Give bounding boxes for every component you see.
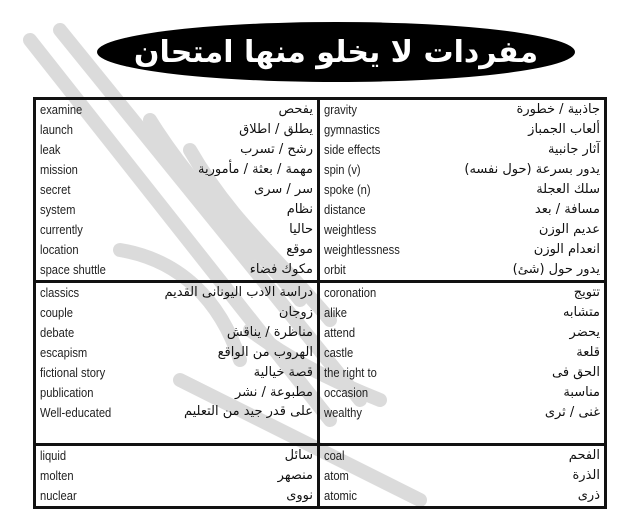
english-term: castle — [324, 345, 354, 360]
vocab-row — [320, 260, 604, 280]
english-term: attend — [324, 325, 356, 340]
arabic-meaning: يحضر — [569, 325, 600, 340]
page-title: مفردات لا يخلو منها امتحان — [133, 34, 539, 70]
arabic-meaning: سلك العجلة — [536, 182, 600, 197]
vocab-column-right — [320, 100, 604, 280]
english-term: launch — [40, 122, 73, 137]
english-term: escapism — [40, 345, 88, 360]
vocab-row — [320, 403, 604, 423]
vocab-row — [320, 343, 604, 363]
arabic-meaning: الهروب من الواقع — [217, 345, 313, 360]
english-term: debate — [40, 325, 75, 340]
vocab-row — [36, 383, 317, 403]
arabic-meaning: غنى / ثرى — [544, 405, 600, 420]
english-term: alike — [324, 305, 348, 320]
arabic-meaning: يفحص — [278, 102, 313, 117]
english-term: gymnastics — [324, 122, 380, 137]
vocab-row — [320, 363, 604, 383]
vocab-row — [36, 303, 317, 323]
arabic-meaning: زوجان — [278, 305, 313, 320]
english-term: the right to — [324, 365, 377, 380]
arabic-meaning: سر / سرى — [254, 182, 313, 197]
arabic-meaning: الفحم — [568, 448, 600, 463]
vocab-row — [36, 120, 317, 140]
arabic-meaning: حاليا — [289, 222, 313, 237]
vocab-row — [36, 100, 317, 120]
vocab-section — [36, 446, 604, 506]
english-term: nuclear — [40, 488, 77, 503]
vocab-column-right — [320, 446, 604, 506]
english-term: fictional story — [40, 365, 106, 380]
vocab-row — [320, 446, 604, 466]
vocab-row — [36, 180, 317, 200]
vocab-row — [320, 160, 604, 180]
title-banner — [0, 0, 635, 100]
english-term: atom — [324, 468, 349, 483]
english-term: examine — [40, 102, 83, 117]
arabic-meaning: جاذبية / خطورة — [516, 102, 600, 117]
vocab-row — [36, 363, 317, 383]
english-term: spin (v) — [324, 162, 361, 177]
arabic-meaning: منصهر — [277, 468, 313, 483]
english-term: wealthy — [324, 405, 362, 420]
vocab-row — [320, 486, 604, 506]
arabic-meaning: موقع — [286, 242, 313, 257]
vocab-column-left — [36, 100, 320, 280]
vocab-row — [36, 260, 317, 280]
english-term: system — [40, 202, 76, 217]
english-term: weightlessness — [324, 242, 400, 257]
vocabulary-table — [33, 97, 607, 509]
english-term: space shuttle — [40, 262, 106, 277]
arabic-meaning: مهمة / بعثة / مأمورية — [198, 162, 313, 177]
arabic-meaning: ذرى — [577, 488, 600, 503]
arabic-meaning: مطبوعة / نشر — [234, 385, 313, 400]
vocab-row — [320, 180, 604, 200]
arabic-meaning: ألعاب الجمباز — [528, 122, 600, 137]
vocab-section — [36, 100, 604, 283]
vocab-row — [36, 283, 317, 303]
vocab-column-left — [36, 446, 320, 506]
vocab-row — [320, 383, 604, 403]
english-term: mission — [40, 162, 78, 177]
vocab-row — [320, 120, 604, 140]
vocab-column-left — [36, 283, 320, 443]
vocab-row — [36, 200, 317, 220]
arabic-meaning: متشابه — [562, 305, 600, 320]
arabic-meaning: يطلق / اطلاق — [239, 122, 313, 137]
vocab-row — [320, 240, 604, 260]
arabic-meaning: مكوك فضاء — [249, 262, 313, 277]
english-term: side effects — [324, 142, 381, 157]
english-term: gravity — [324, 102, 357, 117]
english-term: distance — [324, 202, 366, 217]
vocab-row — [36, 140, 317, 160]
arabic-meaning: قلعة — [576, 345, 600, 360]
vocab-row — [320, 140, 604, 160]
vocab-row — [320, 200, 604, 220]
arabic-meaning: انعدام الوزن — [533, 242, 600, 257]
arabic-meaning: مناظرة / يناقش — [226, 325, 313, 340]
arabic-meaning: يدور بسرعة (حول نفسه) — [464, 162, 600, 177]
arabic-meaning: آثار جانبية — [547, 142, 600, 157]
arabic-meaning: الذرة — [572, 468, 600, 483]
arabic-meaning: سائل — [284, 448, 313, 463]
english-term: classics — [40, 285, 80, 300]
english-term: currently — [40, 222, 83, 237]
vocab-row — [320, 303, 604, 323]
english-term: coal — [324, 448, 345, 463]
english-term: Well-educated — [40, 405, 112, 420]
english-term: leak — [40, 142, 61, 157]
english-term: molten — [40, 468, 74, 483]
english-term: weightless — [324, 222, 377, 237]
english-term: orbit — [324, 262, 346, 277]
arabic-meaning: دراسة الادب اليونانى القديم — [164, 285, 313, 300]
vocab-row — [36, 240, 317, 260]
vocab-row — [36, 323, 317, 343]
english-term: location — [40, 242, 79, 257]
vocab-row — [36, 486, 317, 506]
vocab-section — [36, 283, 604, 446]
vocab-row — [320, 466, 604, 486]
english-term: coronation — [324, 285, 377, 300]
english-term: couple — [40, 305, 73, 320]
vocab-row — [36, 343, 317, 363]
vocab-row — [320, 100, 604, 120]
vocab-column-right — [320, 283, 604, 443]
vocab-row — [320, 283, 604, 303]
vocab-row — [36, 446, 317, 466]
vocab-row — [320, 220, 604, 240]
vocab-row — [36, 403, 317, 443]
arabic-meaning: نظام — [286, 202, 313, 217]
arabic-meaning: على قدر جيد من التعليم — [183, 404, 313, 419]
english-term: publication — [40, 385, 94, 400]
arabic-meaning: يدور حول (شئ) — [512, 262, 600, 277]
arabic-meaning: تتويج — [573, 285, 600, 300]
vocab-row — [36, 160, 317, 180]
english-term: atomic — [324, 488, 357, 503]
english-term: spoke (n) — [324, 182, 371, 197]
english-term: secret — [40, 182, 71, 197]
arabic-meaning: نووى — [286, 488, 313, 503]
arabic-meaning: مناسبة — [563, 385, 600, 400]
vocab-row — [36, 220, 317, 240]
arabic-meaning: الحق فى — [552, 365, 600, 380]
arabic-meaning: مسافة / بعد — [534, 202, 600, 217]
arabic-meaning: قصة خيالية — [253, 365, 313, 380]
english-term: occasion — [324, 385, 369, 400]
vocab-row — [320, 323, 604, 343]
arabic-meaning: عديم الوزن — [538, 222, 600, 237]
english-term: liquid — [40, 448, 67, 463]
arabic-meaning: رشح / تسرب — [240, 142, 313, 157]
vocab-row — [36, 466, 317, 486]
